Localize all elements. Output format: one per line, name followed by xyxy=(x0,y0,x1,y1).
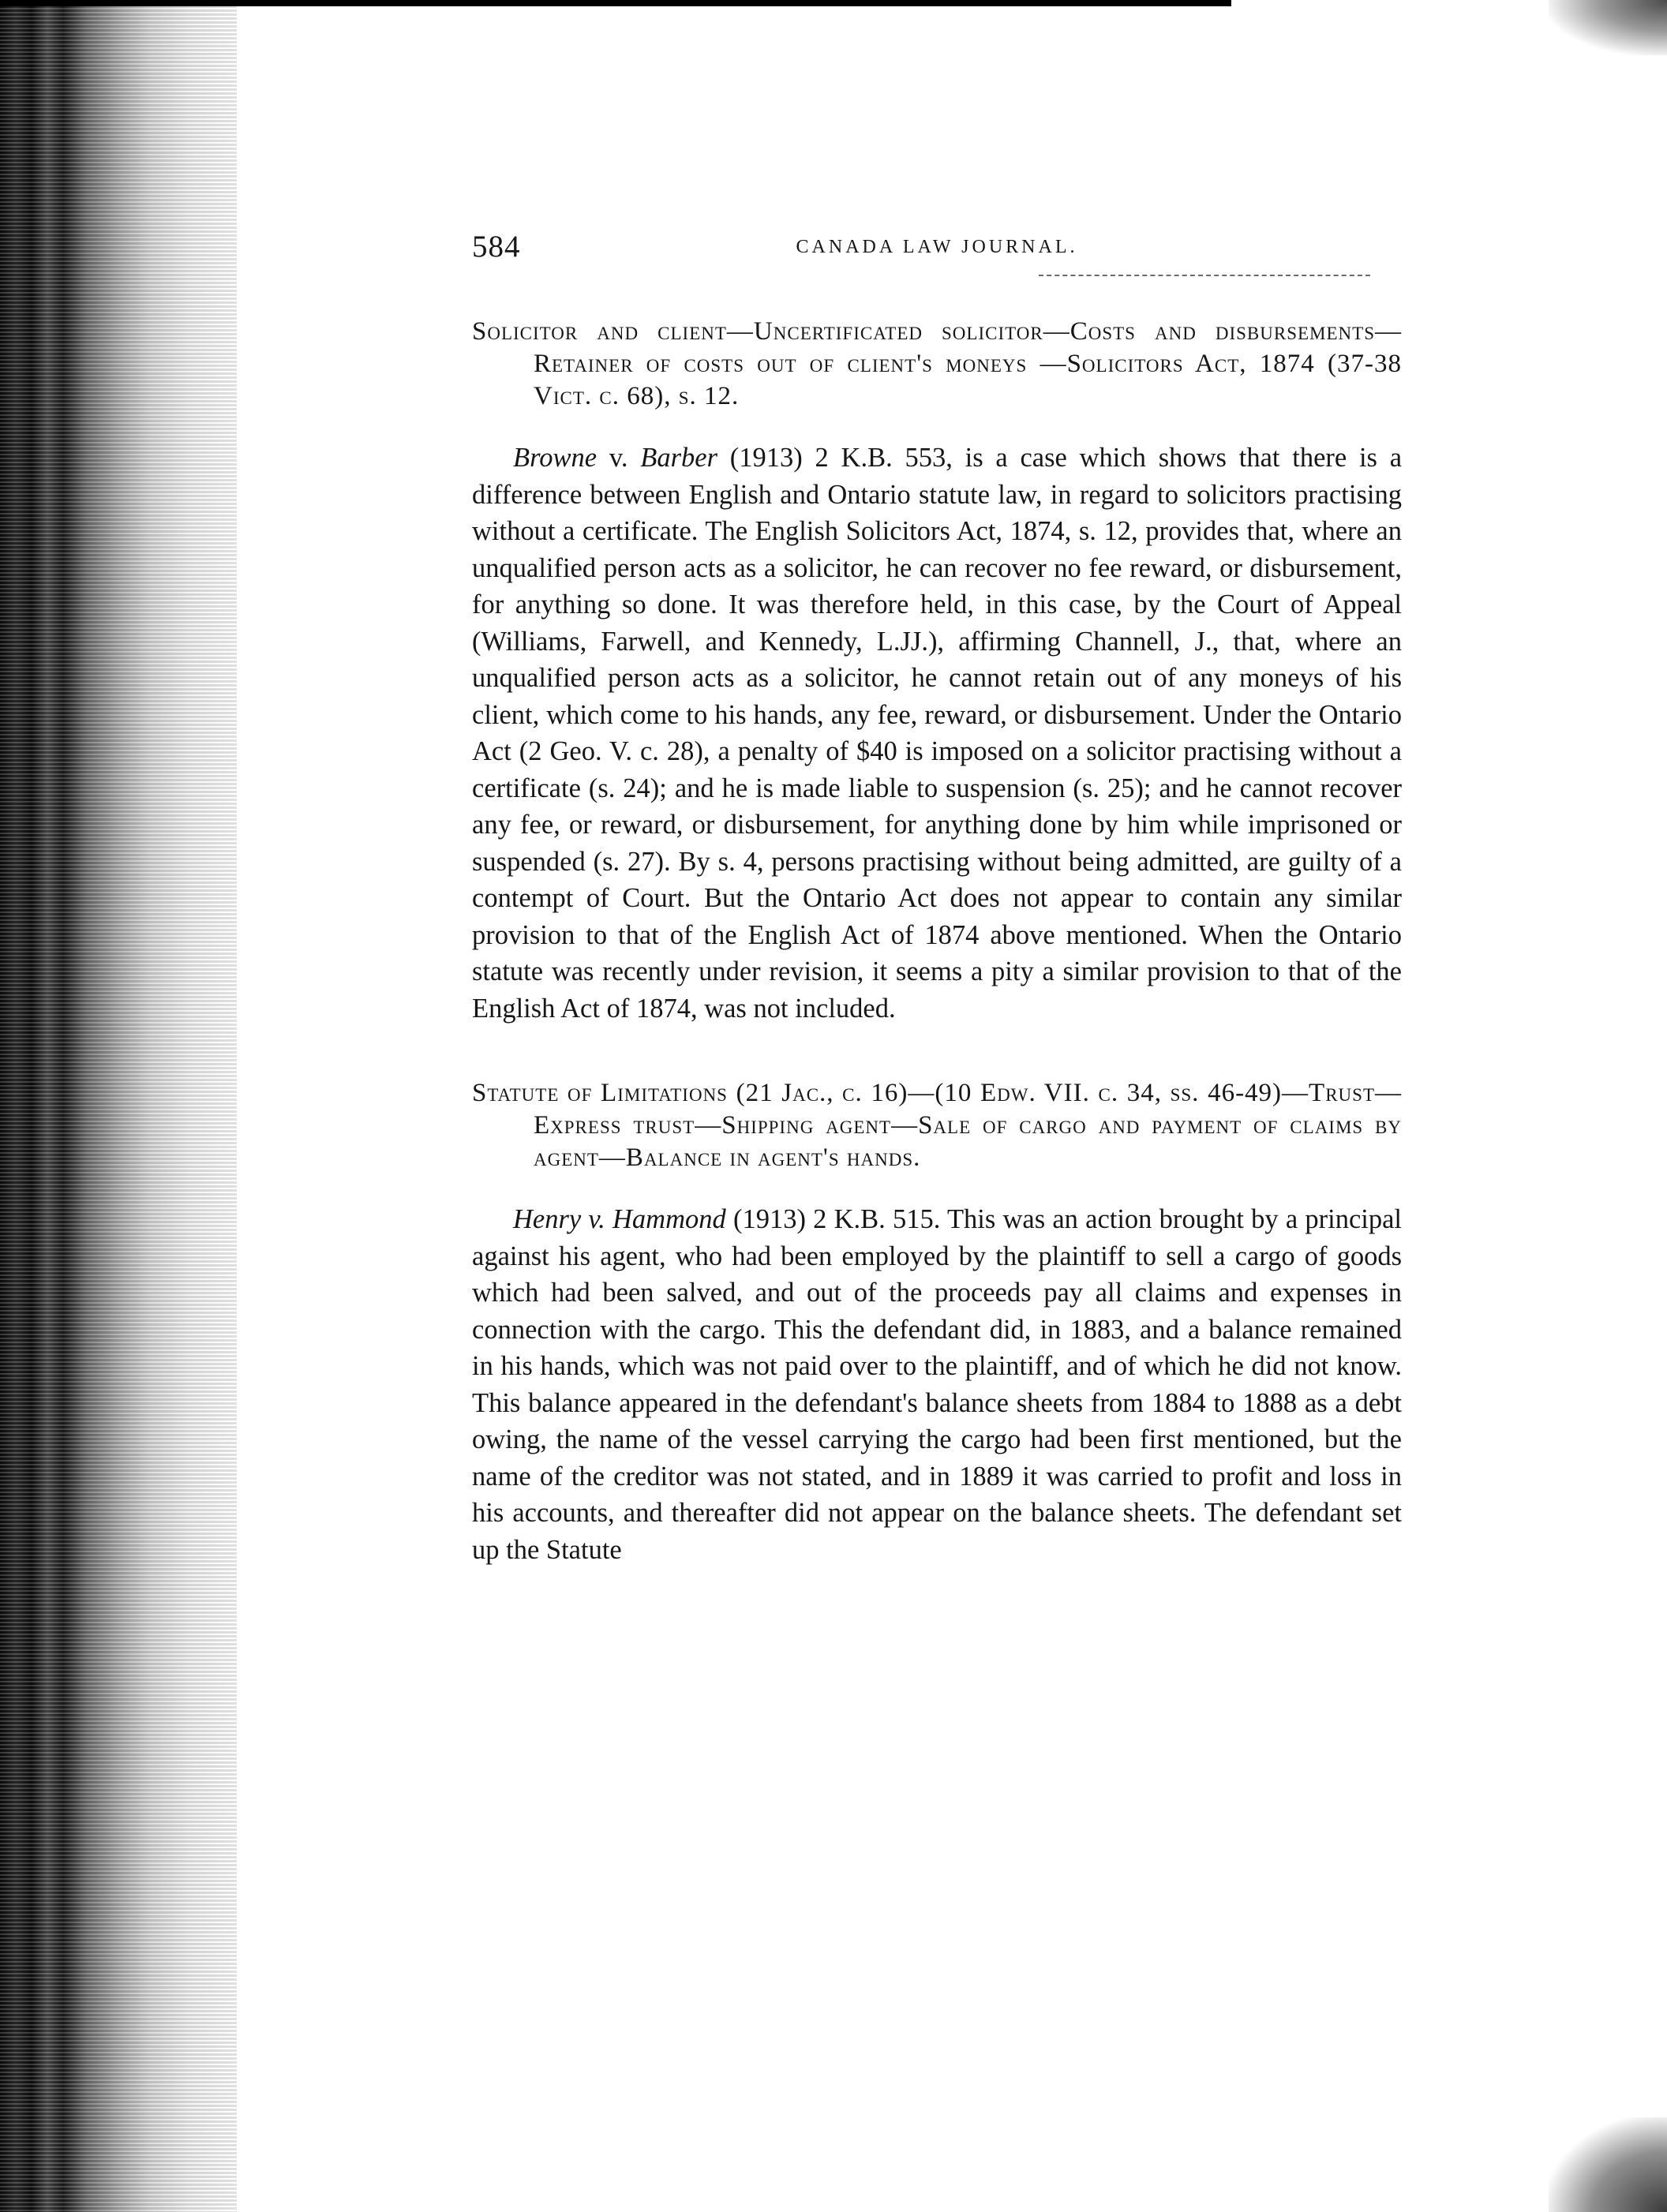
case-summary-text: (1913) 2 K.B. 515. This was an action brought by a principal against his agent, who had been employed by the plaintiff to sell a cargo of goods which had been salved, and out of the proceeds pay all claims and expenses in connection with the cargo. This the defendant did, in 1883, and a balance remained in his hands, which was not paid over to the plaintiff, and of which he did not know. This balance appeared in the defendant's balance sheets from 1884 to 1888 as a debt owing, the name of the vessel carrying the cargo had been first mentioned, but the name of the creditor was not stated, and in 1889 it was carried to profit and loss in his accounts, and thereafter did not appear on the balance sheets. The defendant set up the Statute xyxy=(472,1204,1403,1565)
case-name-browne: Browne xyxy=(513,443,597,473)
running-head xyxy=(472,223,1402,270)
page-number: 584 xyxy=(472,230,521,264)
scan-border-top xyxy=(0,0,1231,6)
case-summary-henry-v-hammond xyxy=(472,1201,1402,1568)
header-rule xyxy=(1039,275,1370,276)
case-summary-browne-v-barber xyxy=(472,440,1402,1027)
case-name-barber: Barber xyxy=(640,443,717,473)
scan-corner-top-right xyxy=(1549,0,1667,55)
scan-corner-bottom-right xyxy=(1549,2117,1667,2212)
headnote-solicitor-and-client: Solicitor and client—Uncertificated solicitor—Costs and disbursements—Retainer of costs out of client's moneys —Solicitors Act, 1874 (37-38 Vict. c. 68), s. 12. xyxy=(472,317,1402,410)
scan-shadow-left-edge xyxy=(0,0,237,2212)
case-summary-text: (1913) 2 K.B. 553, is a case which shows that there is a difference between English and Ontario statute law, in regard to solicitors practising without a certificate. The English Solicitors Act, 1874, s. 12, provides that, where an unqualified person acts as a solicitor, he can recover no fee reward, or disbursement, for anything so done. It was therefore held, in this case, by the Court of Appeal (Williams, Farwell, and Kennedy, L.JJ.), affirming Channell, J., that, where an unqualified person acts as a solicitor, he cannot retain out of any moneys of his client, which come to his hands, any fee, reward, or disbursement. Under the Ontario Act (2 Geo. V. c. 28), a penalty of $40 is imposed on a solicitor practising without a certificate (s. 24); and he is made liable to suspension (s. 25); and he cannot recover any fee, or reward, or disbursement, for anything done by him while imprisoned or suspended (s. 27). By s. 4, persons practising without being admitted, are guilty of a contempt of Court. But the Ontario Act does not appear to contain any similar provision to that of the English Act of 1874 above mentioned. When the Ontario statute was recently under revision, it seems a pity a similar provision to that of the English Act of 1874, was not included. xyxy=(472,443,1403,1024)
journal-page xyxy=(472,223,1402,1568)
headnote-statute-of-limitations: Statute of Limitations (21 Jac., c. 16)—(10 Edw. VII. c. 34, ss. 46-49)—Trust—Express trust—Shipping agent—Sale of cargo and payment of claims by agent—Balance in agent's hands. xyxy=(472,1079,1402,1172)
journal-title: CANADA LAW JOURNAL. xyxy=(796,237,1078,257)
case-connector: v. xyxy=(609,443,628,473)
case-name-henry-v-hammond: Henry v. Hammond xyxy=(513,1204,726,1234)
